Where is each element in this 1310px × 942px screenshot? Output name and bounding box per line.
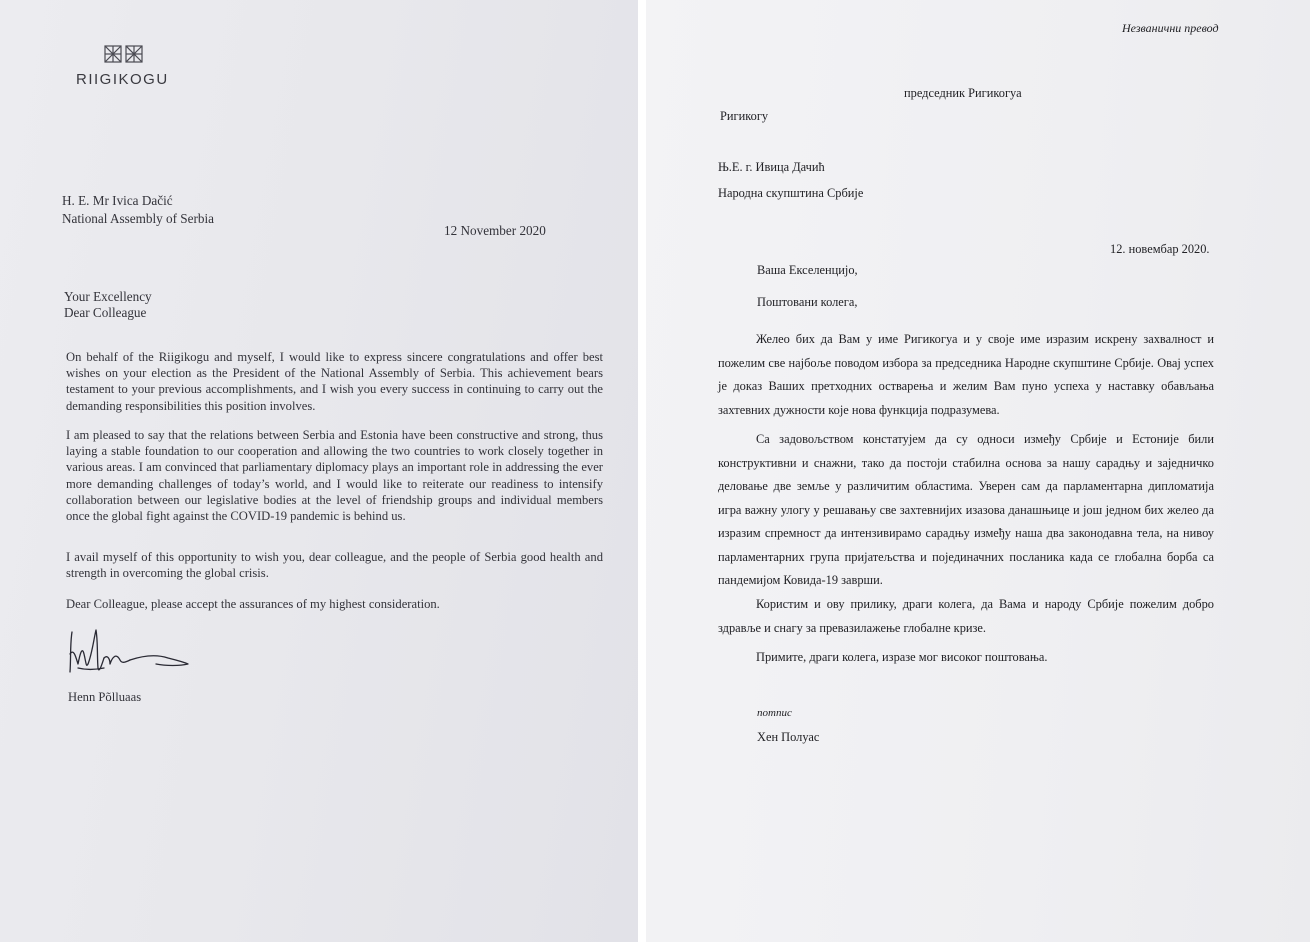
riigikogu-logo-text: RIIGIKOGU: [76, 71, 169, 88]
recipient-name: H. E. Mr Ivica Dačić: [62, 193, 173, 208]
letter-paragraph-1: On behalf of the Riigikogu and myself, I would like to express sincere congratulations and offer best wishes on your election as the President of the National Assembly of Serbia. This achievement bears testament to your previous accomplishments, and I wish you every success in continuing to carry out the demanding responsibilities this position involves.: [66, 350, 603, 413]
letter-date: 12 November 2020: [444, 223, 546, 238]
letter-paragraph-2: I am pleased to say that the relations between Serbia and Estonia have been constructive and strong, thus laying a stable foundation to our cooperation and allowing the two countries to work closely together in various areas. I am convinced that parliamentary diplomacy plays an important role in addressing the ever more demanding challenges of today’s world, and I would like to reiterate our readiness to intensify collaboration between our legislative bodies at the level of friendship groups and individual members once the global fight against the COVID-19 pandemic is behind us.: [66, 428, 603, 524]
letter-closing: Dear Colleague, please accept the assurances of my highest consideration.: [66, 597, 440, 611]
salutation-excellency-sr: Ваша Екселенцијо,: [757, 263, 858, 277]
page-divider: [638, 0, 646, 942]
riigikogu-logo-icon: [104, 45, 144, 63]
signatory-name: Henn Põlluaas: [68, 690, 142, 704]
sender-organization: Ригикогу: [720, 109, 769, 123]
letter-paragraph-1-sr: Желео бих да Вам у име Ригикогуа и у своје име изразим искрену захвалност и пожелим све најбоље поводом избора за председника Народне скупштине Србије. Овај успех је доказ Ваших претходних остварења и желим Вам пуно успеха у наставку обављања захтевних дужности које нова функција подразумева.: [718, 332, 1214, 417]
salutation-colleague: Dear Colleague: [64, 305, 147, 320]
salutation-colleague-sr: Поштовани колега,: [757, 295, 858, 309]
letter-paragraph-3: I avail myself of this opportunity to wish you, dear colleague, and the people of Serbia good health and strength in overcoming the global crisis.: [66, 550, 603, 581]
handwritten-signature-icon: [64, 624, 194, 688]
salutation-excellency: Your Excellency: [64, 289, 152, 304]
sender-title: председник Ригикогуа: [904, 86, 1022, 100]
letter-closing-sr: Примите, драги колега, изразе мог високог поштовања.: [756, 650, 1048, 664]
signatory-name-sr: Хен Полуас: [757, 730, 820, 744]
letter-paragraph-2-sr: Са задовољством констатујем да су односи између Србије и Естоније били конструктивни и снажни, тако да постоји стабилна основа за нашу сарадњу и заједничко деловање две земље у различитим областима. Уверен сам да парламентарна дипломатија игра важну улогу у решавању све захтевнијих изазова данашњице и још једном бих желео да изразим спремност да интензивирамо сарадњу између наша два законодавна тела, на нивоу парламентарних група пријатељства и појединачних посланика када се глобална борба са пандемијом Ковида-19 заврши.: [718, 432, 1214, 587]
letter-paragraph-3-sr: Користим и ову прилику, драги колега, да Вама и народу Србије пожелим добро здравље и снагу за превазилажење глобалне кризе.: [718, 597, 1214, 635]
recipient-name-sr: Њ.Е. г. Ивица Дачић: [718, 160, 825, 174]
letter-date-sr: 12. новембар 2020.: [1110, 242, 1210, 256]
english-letter-page: [0, 0, 638, 942]
translation-note: Незванични превод: [1122, 21, 1219, 35]
recipient-institution-sr: Народна скупштина Србије: [718, 186, 864, 200]
recipient-institution: National Assembly of Serbia: [62, 211, 214, 226]
signature-note: потпис: [757, 707, 792, 719]
